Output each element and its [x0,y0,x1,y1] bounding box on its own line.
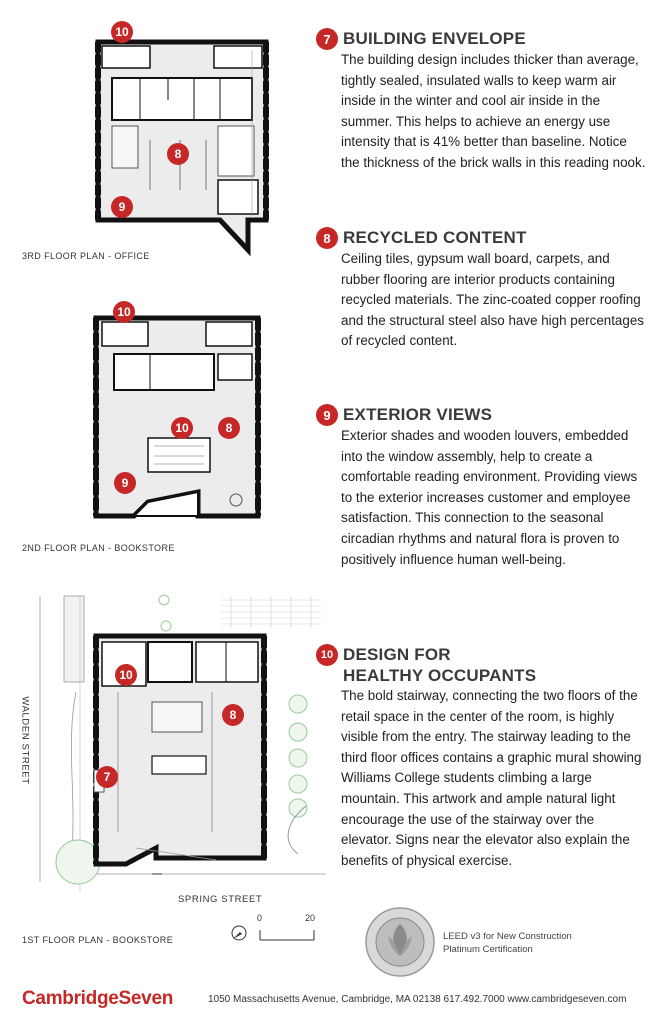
section-body: Exterior shades and wooden louvers, embedded into the window assembly, help to create a comfortable reading environment. Providing views to the exterior increases customer and employee satisfaction. This connection to the seasonal circadian rhythms and natural flora is proven to positively influence human well-being. [341,428,638,567]
leed-seal-icon [364,906,436,983]
section-title: EXTERIOR VIEWS [343,405,493,424]
plan-badge-8: 8 [218,417,240,439]
first-floor-drawing [36,592,326,892]
section-title-line1: DESIGN FOR [343,645,451,664]
scale-label-20: 20 [305,913,316,923]
plan-badge-8: 8 [222,704,244,726]
plan-badge-9: 9 [111,196,133,218]
plan-badge-8: 8 [167,143,189,165]
section-healthy-occupants [316,644,646,871]
leed-line2: Platinum Certification [443,944,533,955]
third-floor-caption: 3RD FLOOR PLAN - OFFICE [22,251,150,261]
plan-badge-9: 9 [114,472,136,494]
section-recycled-content [316,227,646,352]
scale-label-0: 0 [257,913,263,923]
second-floor-caption: 2ND FLOOR PLAN - BOOKSTORE [22,543,175,553]
footer-address: 1050 Massachusetts Avenue, Cambridge, MA 02138 617.492.7000 www.cambridgeseven.com [208,994,627,1005]
section-title-line2: HEALTHY OCCUPANTS [343,666,537,685]
plan-badge-7: 7 [96,766,118,788]
brand-logo: CambridgeSeven [22,988,174,1009]
plan-badge-10: 10 [171,417,193,439]
north-arrow-icon [230,924,248,947]
section-body: The building design includes thicker than average, tightly sealed, insulated walls to keep warm air inside in the winter and cool air inside in the summer. This helps to achieve an energy use intensity that is 41% better than baseline. Notice the thickness of the brick walls in this reading nook. [341,52,646,170]
section-number-badge: 7 [316,28,338,50]
plan-badge-10: 10 [111,21,133,43]
scale-bar [258,928,318,947]
section-building-envelope [316,28,646,174]
section-title: RECYCLED CONTENT [343,228,527,247]
section-body: The bold stairway, connecting the two floors of the retail space in the center of the room, is highly visible from the entry. The stairway leading to the third floor offices contains a graphic mural showing Williams College students climbing a large mountain. This artwork and ample natural light encourage the use of the stairway over the elevator. Signs near the elevator also explain the benefits of physical exercise. [341,688,642,868]
section-exterior-views [316,404,646,570]
section-number-badge: 9 [316,404,338,426]
section-title: BUILDING ENVELOPE [343,29,526,48]
plan-badge-10: 10 [113,301,135,323]
first-floor-caption: 1ST FLOOR PLAN - BOOKSTORE [22,935,174,945]
leed-line1: LEED v3 for New Construction [443,931,572,942]
plan-badge-10: 10 [115,664,137,686]
third-floor-plan [90,25,280,260]
walden-street-label: WALDEN STREET [19,696,31,785]
section-number-badge: 8 [316,227,338,249]
section-body: Ceiling tiles, gypsum wall board, carpets, and rubber flooring are interior products containing recycled materials. The zinc-coated copper roofing and the structural steel also have high percentages of recycled content. [341,251,644,349]
spring-street-label: SPRING STREET [178,894,263,905]
first-floor-plan [36,592,326,892]
second-floor-plan [88,306,268,528]
section-number-badge: 10 [316,644,338,666]
